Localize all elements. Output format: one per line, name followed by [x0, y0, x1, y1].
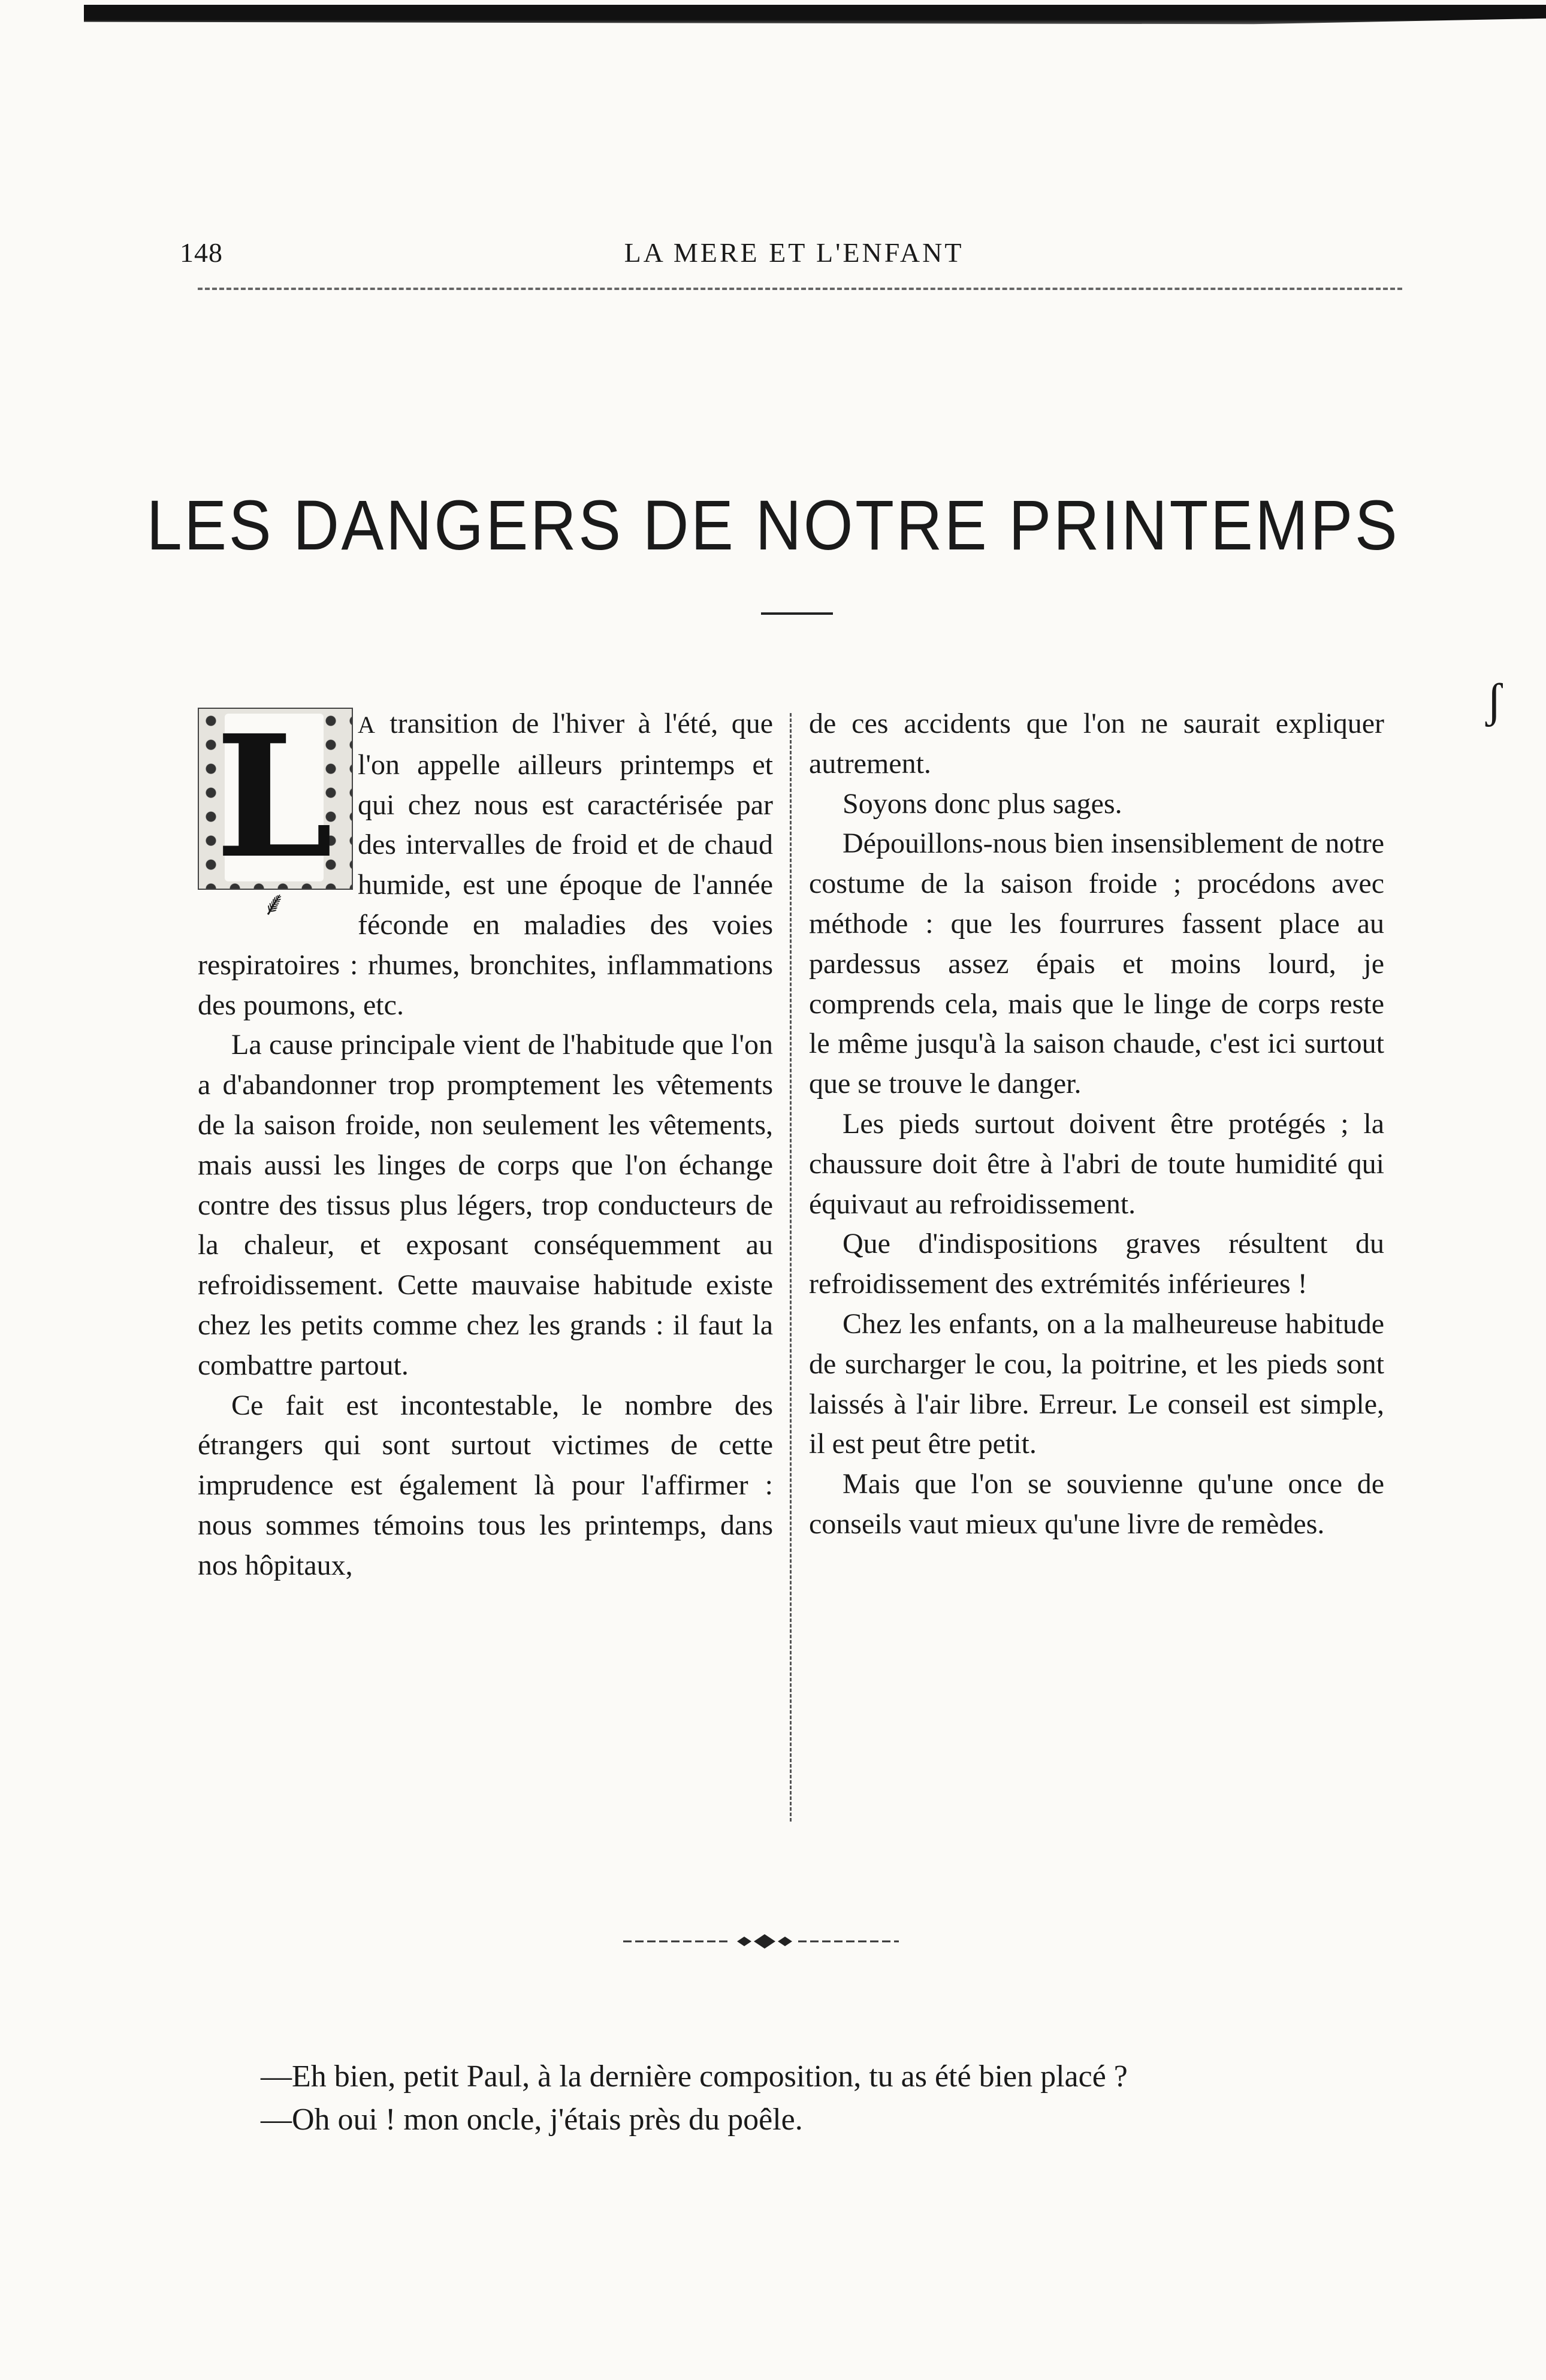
separator-diamonds-icon: [623, 1929, 923, 1953]
paragraph: La cause principale vient de l'habitude que l'on a d'abandonner trop promptement les vêtements de la saison froide, non seulement les vêtements, mais aussi les linges de corps que l'on échange contre des tissus plus légers, trop conducteurs de la chaleur, et exposant conséquemment au refroidissement. Cette mauvaise habitude existe chez les petits comme chez les grands : il faut la combattre partout.: [198, 1029, 773, 1381]
paragraph: Les pieds surtout doivent être protégés ; la chaussure doit être à l'abri de toute humidité qui équivaut au refroidissement.: [809, 1107, 1384, 1220]
right-column: [809, 704, 1384, 1545]
ornamental-dropcap: [198, 699, 351, 923]
dropcap-continuation: A: [358, 711, 376, 738]
paragraph: Ce fait est incontestable, le nombre des étrangers qui sont surtout victimes de cette imprudence est également là pour l'affirmer : nous sommes témoins tous les printemps, dans nos hôpitaux,: [198, 1389, 773, 1581]
margin-mark-icon: ʃ: [1486, 675, 1502, 727]
paragraph: Dépouillons-nous bien insensiblement de notre costume de la saison froide ; procédons avec méthode : que les fourrures fassent place au pardessus assez épais et moins lourd, je comprends cela, mais que le linge de corps reste le même jusqu'à la saison chaude, c'est ici surtout que se trouve le danger.: [809, 827, 1384, 1100]
left-column: [198, 699, 773, 1586]
header-rule: [198, 288, 1402, 290]
dialogue: [261, 2055, 1399, 2142]
paragraph: Chez les enfants, on a la malheureuse habitude de surcharger le cou, la poitrine, et les pieds sont laissés à l'air libre. Erreur. Le conseil est simple, il est peut être petit.: [809, 1307, 1384, 1460]
running-head: LA MERE ET L'ENFANT: [624, 237, 964, 268]
paragraph: [198, 699, 773, 1025]
page-header: [180, 237, 1408, 273]
article-title: LES DANGERS DE NOTRE PRINTEMPS: [146, 486, 1400, 566]
paragraph: Que d'indispositions graves résultent du refroidissement des extrémités inférieures !: [809, 1228, 1384, 1300]
paragraph-text: transition de l'hiver à l'été, que l'on appelle ailleurs printemps et qui chez nous est caractérisée par des intervalles de froid et de chaud humide, est une époque de l'année féconde en maladies des voies respiratoires : rhumes, bronchites, inflammations des poumons, etc.: [198, 708, 773, 1021]
paragraph: de ces accidents que l'on ne saurait expliquer autrement.: [809, 708, 1384, 780]
dialogue-line: —Oh oui ! mon oncle, j'étais près du poêle.: [261, 2103, 803, 2137]
column-divider: [790, 713, 792, 1822]
page-number: 148: [180, 237, 223, 268]
scan-edge-bar: [84, 5, 1546, 28]
dialogue-line: —Eh bien, petit Paul, à la dernière composition, tu as été bien placé ?: [261, 2059, 1128, 2094]
fleuron-icon: ⸙: [261, 886, 287, 923]
title-rule: [761, 612, 833, 615]
paragraph: Mais que l'on se souvienne qu'une once de conseils vaut mieux qu'une livre de remèdes.: [809, 1468, 1384, 1540]
dropcap-letter: L: [215, 699, 333, 896]
ornamental-separator: [623, 1929, 923, 1953]
paragraph: Soyons donc plus sages.: [843, 787, 1122, 820]
